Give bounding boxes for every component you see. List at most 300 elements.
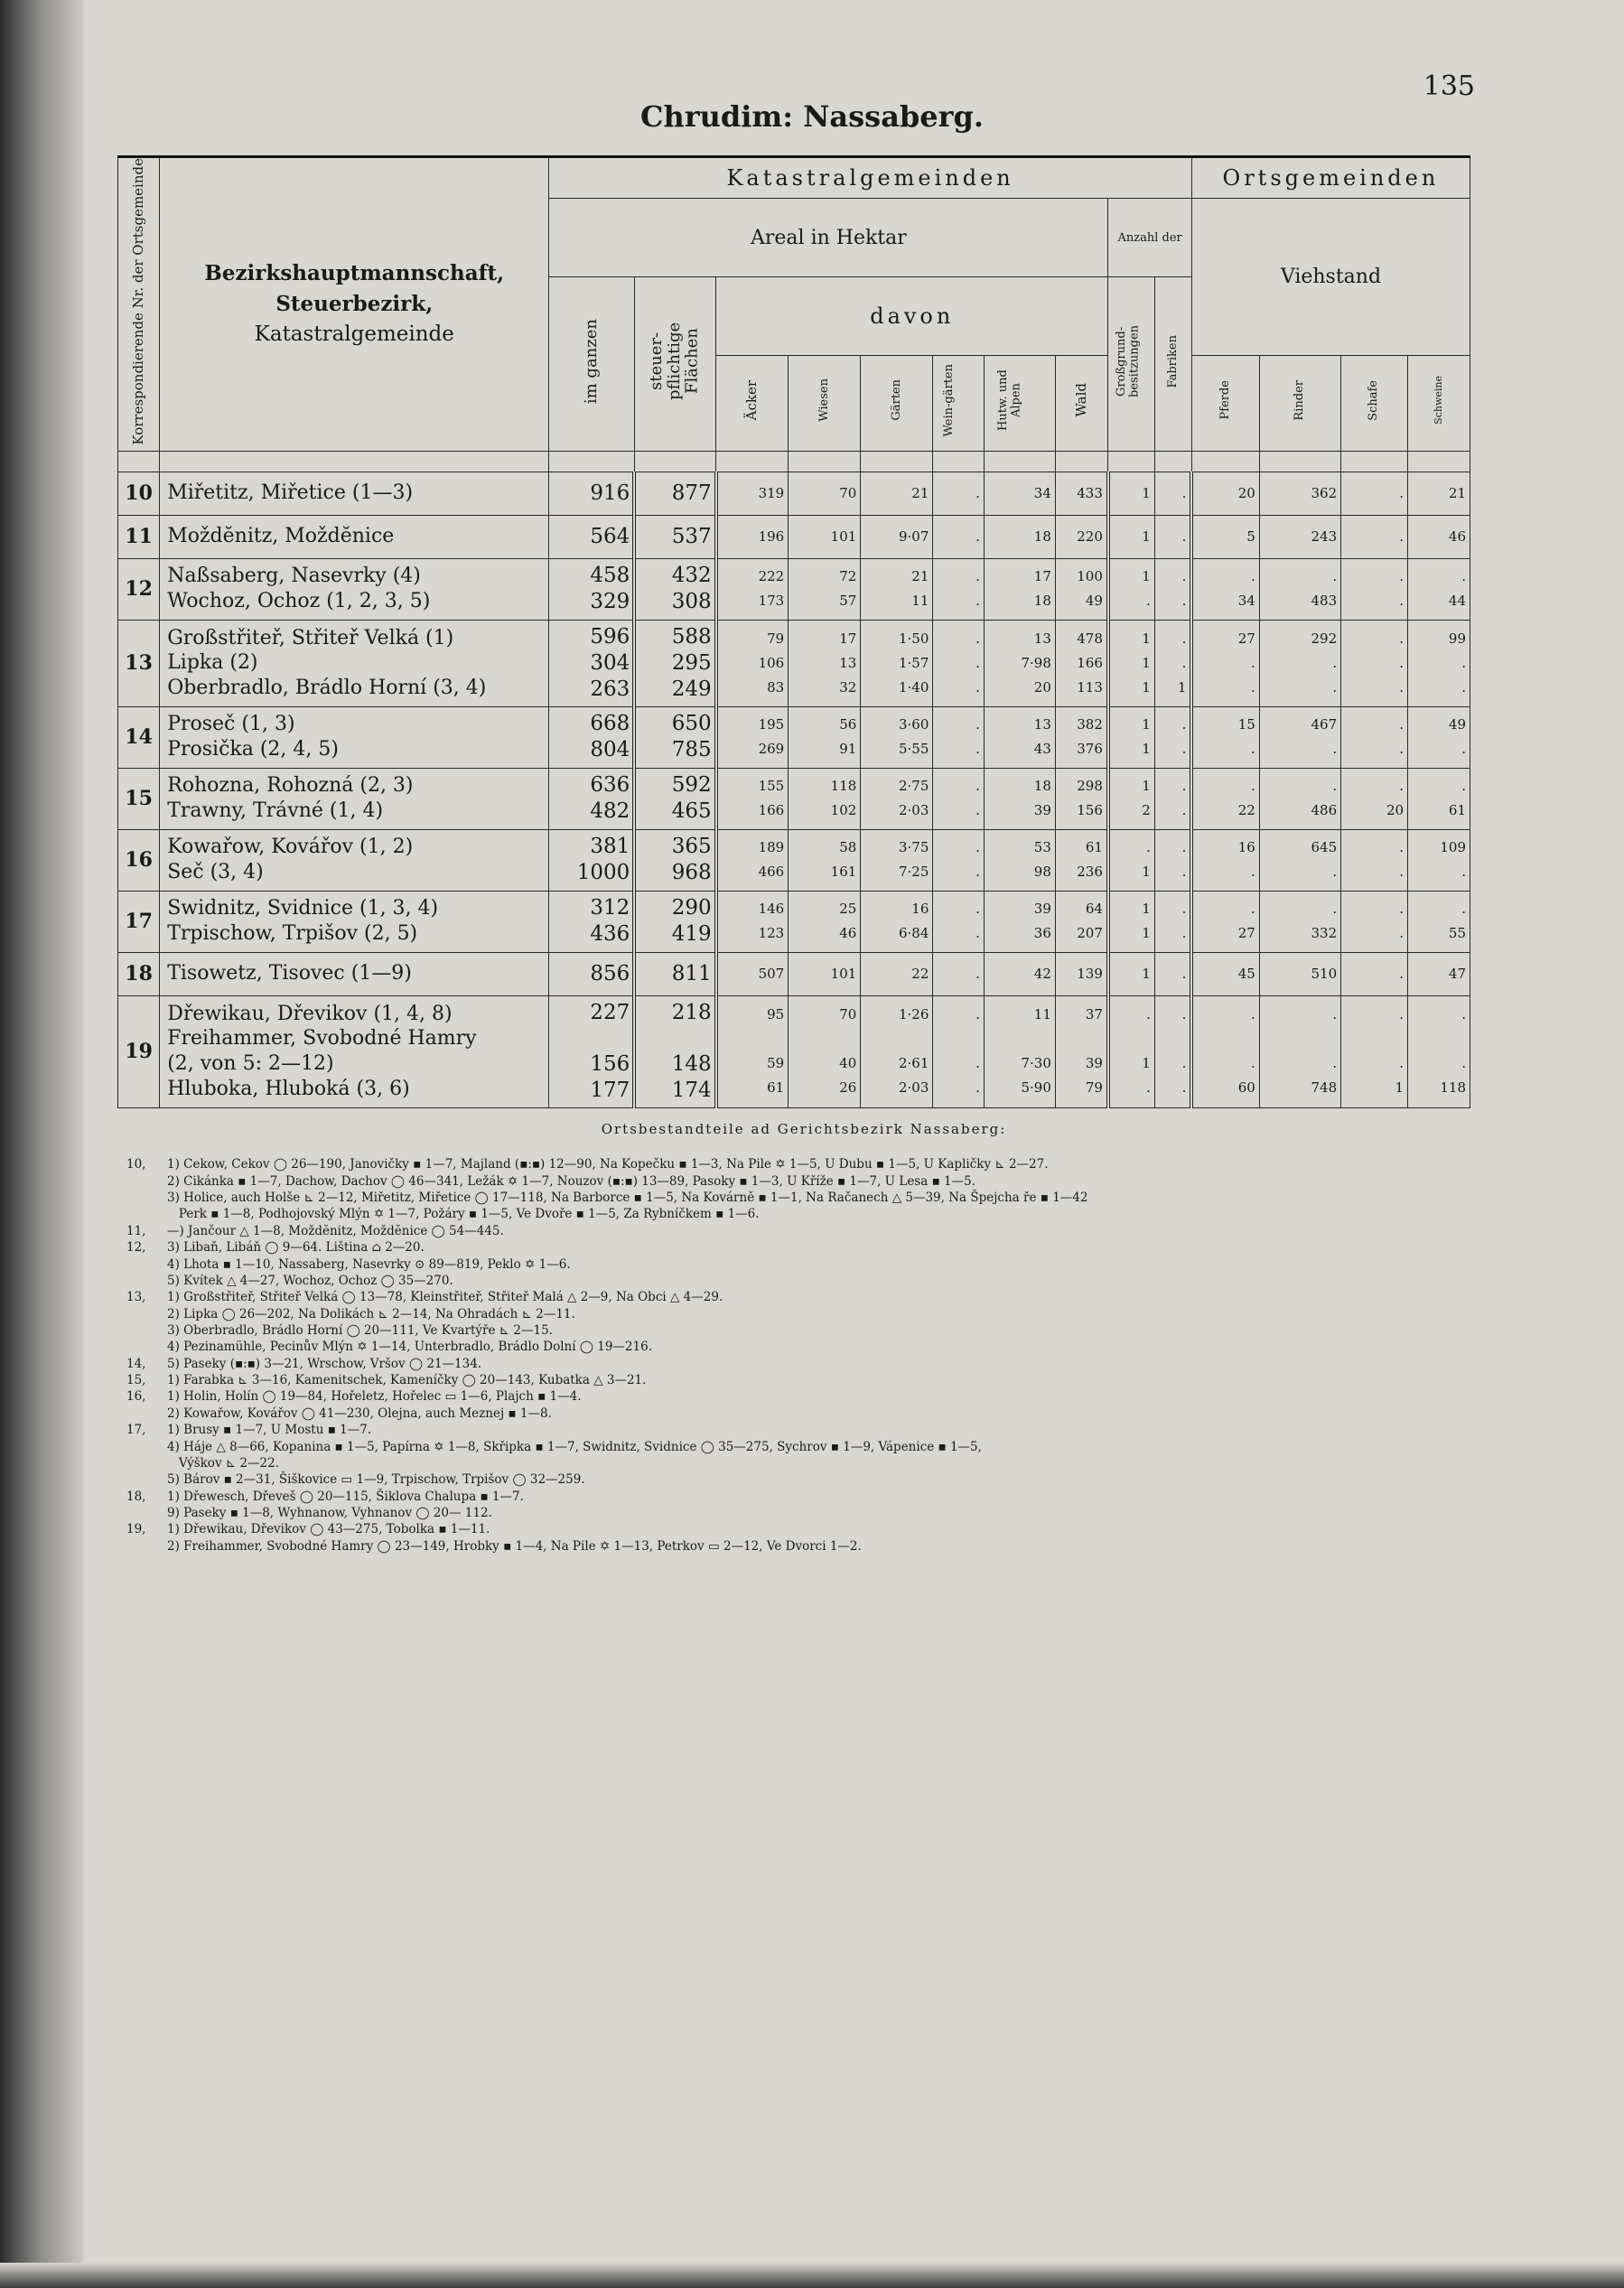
- footnote-key: [126, 1339, 167, 1355]
- cell-value: 156: [1077, 802, 1103, 819]
- cell-schafe: [1341, 995, 1408, 1107]
- cell-value: 101: [830, 528, 857, 545]
- cell-value: .: [1145, 593, 1151, 610]
- cell-value: 1: [1142, 484, 1151, 501]
- cell-value: .: [1181, 965, 1187, 982]
- cell-hutw: [984, 620, 1055, 706]
- footnote-key: [126, 1505, 167, 1521]
- cell-wald: [1055, 952, 1108, 995]
- row-nr: 19: [118, 995, 160, 1107]
- header-weingaerten: Wein-gärten: [933, 355, 984, 451]
- cell-gaerten: [861, 995, 933, 1107]
- cell-rinder: [1259, 891, 1340, 952]
- cell-aecker: [716, 515, 789, 558]
- cell-value: 1: [1142, 568, 1151, 585]
- cell-value: 263: [590, 677, 630, 701]
- row-nr: 11: [118, 515, 160, 558]
- cell-value: 70: [839, 484, 857, 501]
- footnote-text: 4) Háje △ 8—66, Kopanina ▪ 1—5, Papírna ✡ 1—8, Skřipka ▪ 1—7, Swidnitz, Svidnice ◯ 35—275, Sychrov ▪ 1—9, Vápenice ▪ 1—5,: [167, 1439, 982, 1454]
- cell-steuer: [634, 472, 715, 515]
- footnote-line: [126, 1339, 1481, 1355]
- cell-value: 79: [767, 630, 785, 647]
- cell-schweine: [1408, 995, 1470, 1107]
- cell-value: 17: [1033, 568, 1051, 585]
- footnote-text: 1) Farabka ⊾ 3—16, Kamenitschek, Kameníčky ◯ 20—143, Kubatka △ 3—21.: [167, 1373, 647, 1388]
- cell-value: .: [1251, 901, 1255, 918]
- cell-value: 668: [590, 712, 630, 736]
- cell-value: .: [1251, 864, 1255, 881]
- footnote-line: [126, 1439, 1481, 1455]
- cell-hutw: [984, 558, 1055, 620]
- cell-value: .: [1181, 839, 1187, 856]
- municipality-name: Großstřiteř, Střiteř Velká (1): [167, 626, 454, 649]
- cell-value: 592: [671, 773, 712, 798]
- table-row: [118, 952, 1470, 995]
- cell-value: .: [1399, 778, 1405, 795]
- cell-value: .: [1332, 568, 1338, 585]
- footnote-text: Výškov ⊾ 2—22.: [167, 1455, 280, 1471]
- cell-wald: [1055, 829, 1108, 891]
- cell-value: 304: [590, 650, 630, 675]
- municipality-name: Wochoz, Ochoz (1, 2, 3, 5): [167, 590, 431, 613]
- cell-value: 189: [758, 839, 785, 856]
- cell-value: 249: [671, 677, 712, 701]
- cell-value: .: [1181, 1055, 1187, 1072]
- cell-value: .: [1181, 568, 1187, 585]
- cell-hutw: [984, 706, 1055, 768]
- cell-value: 458: [590, 564, 630, 588]
- cell-value: .: [1399, 1006, 1405, 1023]
- cell-fabr: [1154, 995, 1191, 1107]
- footnote-key: 17,: [126, 1423, 146, 1438]
- cell-schweine: [1408, 558, 1470, 620]
- cell-hutw: [984, 891, 1055, 952]
- cell-wein: [933, 472, 984, 515]
- cell-value: .: [1399, 678, 1405, 696]
- cell-value: .: [975, 630, 980, 647]
- cell-value: 290: [671, 896, 712, 920]
- footnote-key: 10,: [126, 1157, 146, 1172]
- cell-value: 329: [590, 590, 630, 614]
- header-wiesen: Wiesen: [789, 355, 861, 451]
- cell-value: .: [1399, 925, 1405, 942]
- municipality-name: Oberbradlo, Brádlo Horní (3, 4): [167, 676, 487, 699]
- cell-value: 91: [839, 741, 857, 758]
- cell-value: 1: [1142, 778, 1151, 795]
- cell-value: .: [1181, 864, 1187, 881]
- footnote-text: 3) Libaň, Libáň ◯ 9—64. Liština ⌂ 2—20.: [167, 1240, 425, 1256]
- cell-wald: [1055, 706, 1108, 768]
- cell-value: 18: [1033, 593, 1051, 610]
- cell-value: .: [1181, 484, 1187, 501]
- footnote-key: [126, 1190, 167, 1206]
- municipality-name: Tisowetz, Tisovec (1—9): [167, 962, 412, 985]
- footnote-line: [126, 1306, 1481, 1322]
- cell-aecker: [716, 558, 789, 620]
- row-nr: 14: [118, 706, 160, 768]
- footnote-line: [126, 1356, 1481, 1372]
- cell-value: 20: [1237, 484, 1255, 501]
- cell-value: .: [1461, 654, 1466, 671]
- cell-value: .: [1332, 1006, 1338, 1023]
- cell-wiesen: [789, 706, 861, 768]
- cell-value: 55: [1448, 925, 1466, 942]
- cell-rinder: [1259, 706, 1340, 768]
- cell-pferde: [1191, 558, 1259, 620]
- cell-pferde: [1191, 829, 1259, 891]
- cell-value: .: [1399, 484, 1405, 501]
- cell-value: 381: [590, 835, 630, 859]
- cell-value: .: [1332, 654, 1338, 671]
- cell-value: 596: [590, 624, 630, 649]
- cell-value: [718, 1027, 785, 1051]
- cell-value: 319: [758, 484, 785, 501]
- cell-value: .: [1332, 778, 1338, 795]
- cell-wiesen: [789, 952, 861, 995]
- cell-value: 70: [839, 1006, 857, 1023]
- footnote-key: [126, 1306, 167, 1322]
- footnote-key: [126, 1538, 167, 1555]
- cell-value: 20: [1386, 802, 1405, 819]
- cell-value: .: [1251, 568, 1255, 585]
- cell-value: 61: [767, 1079, 785, 1097]
- cell-value: 436: [590, 922, 630, 947]
- cell-value: 72: [839, 568, 857, 585]
- cell-value: 37: [1085, 1006, 1103, 1023]
- cell-value: 1·50: [898, 630, 929, 647]
- municipality-name: Kowařow, Kovářov (1, 2): [167, 836, 414, 859]
- cell-value: 195: [758, 716, 785, 733]
- footnote-line: [126, 1455, 1481, 1471]
- cell-value: 365: [671, 835, 712, 859]
- cell-value: 21: [1448, 484, 1466, 501]
- cell-ganzen: [549, 558, 634, 620]
- table-row: [118, 472, 1470, 515]
- header-aecker: Äcker: [716, 355, 789, 451]
- cell-value: [1341, 1027, 1404, 1051]
- cell-value: 877: [671, 481, 712, 505]
- cell-value: 11: [1033, 1006, 1051, 1023]
- cell-value: .: [975, 484, 980, 501]
- municipality-name: Dřewikau, Dřevikov (1, 4, 8): [167, 1002, 453, 1025]
- cell-wald: [1055, 891, 1108, 952]
- cell-pferde: [1191, 620, 1259, 706]
- cell-rinder: [1259, 558, 1340, 620]
- header-grossgrund: Großgrund-besitzungen: [1108, 277, 1154, 451]
- cell-value: [636, 1026, 711, 1051]
- footnote-key: 16,: [126, 1389, 146, 1405]
- footnote-line: [126, 1405, 1481, 1422]
- cell-wald: [1055, 472, 1108, 515]
- cell-value: .: [1399, 568, 1405, 585]
- footnote-key: [126, 1471, 167, 1488]
- cell-ganzen: [549, 952, 634, 995]
- cell-wein: [933, 891, 984, 952]
- cell-value: .: [1332, 741, 1338, 758]
- cell-value: [1193, 1027, 1255, 1051]
- cell-schafe: [1341, 768, 1408, 829]
- cell-value: 49: [1448, 716, 1466, 733]
- cell-value: 9·07: [898, 528, 929, 545]
- footnote-line: [126, 1538, 1481, 1555]
- footnote-line: [126, 1190, 1481, 1206]
- cell-value: [549, 1026, 630, 1051]
- cell-value: 2·61: [898, 1055, 929, 1072]
- cell-value: 59: [767, 1055, 785, 1072]
- cell-schafe: [1341, 891, 1408, 952]
- cell-wein: [933, 768, 984, 829]
- municipality-name: Trpischow, Trpišov (2, 5): [167, 922, 418, 946]
- header-rinder: Rinder: [1259, 355, 1340, 451]
- cell-value: 100: [1077, 568, 1103, 585]
- cell-value: 118: [1440, 1079, 1466, 1097]
- cell-value: 466: [758, 864, 785, 881]
- footnote-text: 1) Brusy ▪ 1—7, U Mostu ▪ 1—7.: [167, 1423, 372, 1438]
- cell-value: .: [1332, 901, 1338, 918]
- footnote-key: [126, 1439, 167, 1455]
- cell-value: 2: [1142, 802, 1151, 819]
- cell-value: 222: [758, 568, 785, 585]
- row-municipality-names: [160, 620, 549, 706]
- cell-steuer: [634, 891, 715, 952]
- municipality-name: Proseč (1, 3): [167, 713, 295, 736]
- scan-bottom-shadow: [0, 2263, 1624, 2288]
- cell-steuer: [634, 829, 715, 891]
- cell-value: 64: [1085, 901, 1103, 918]
- cell-value: 61: [1448, 802, 1466, 819]
- cell-value: [985, 1027, 1051, 1051]
- cell-fabr: [1154, 620, 1191, 706]
- table-row: [118, 891, 1470, 952]
- municipality-name: Prosička (2, 4, 5): [167, 738, 339, 761]
- cell-value: 243: [1311, 528, 1338, 545]
- cell-wein: [933, 515, 984, 558]
- cell-ganzen: [549, 472, 634, 515]
- cell-value: 1·57: [898, 654, 929, 671]
- cell-value: .: [975, 778, 980, 795]
- cell-value: 11: [911, 593, 929, 610]
- cell-value: 1·40: [898, 678, 929, 696]
- cell-value: 17: [839, 630, 857, 647]
- footnote-key: 12,: [126, 1240, 146, 1256]
- cell-value: 968: [671, 861, 712, 885]
- footnote-key: [126, 1455, 167, 1471]
- cell-steuer: [634, 995, 715, 1107]
- cell-value: 1: [1395, 1079, 1405, 1097]
- statistics-table: [117, 155, 1470, 1108]
- cell-wiesen: [789, 829, 861, 891]
- cell-value: 166: [1077, 654, 1103, 671]
- cell-value: .: [1181, 925, 1187, 942]
- footnote-text: 9) Paseky ▪ 1—8, Wyhnanow, Vyhnanov ◯ 20— 112.: [167, 1505, 492, 1520]
- cell-rinder: [1259, 829, 1340, 891]
- row-municipality-names: [160, 706, 549, 768]
- cell-value: 636: [590, 773, 630, 798]
- cell-wiesen: [789, 620, 861, 706]
- cell-value: 482: [590, 799, 630, 824]
- cell-value: 5·90: [1021, 1079, 1051, 1097]
- cell-schweine: [1408, 952, 1470, 995]
- header-davon: davon: [716, 277, 1108, 355]
- footnote-line: [126, 1471, 1481, 1488]
- cell-value: 118: [830, 778, 857, 795]
- cell-value: 785: [671, 738, 712, 762]
- cell-rinder: [1259, 472, 1340, 515]
- footnote-key: [126, 1405, 167, 1422]
- cell-value: 46: [1448, 528, 1466, 545]
- cell-value: 227: [590, 1000, 630, 1024]
- cell-steuer: [634, 620, 715, 706]
- footnote-text: 3) Oberbradlo, Brádlo Horní ◯ 20—111, Ve Kvartýře ⊾ 2—15.: [167, 1322, 553, 1338]
- cell-value: .: [1461, 864, 1466, 881]
- cell-value: .: [1181, 528, 1187, 545]
- cell-value: 25: [839, 901, 857, 918]
- cell-wiesen: [789, 768, 861, 829]
- cell-value: 60: [1237, 1079, 1255, 1097]
- cell-value: .: [1399, 716, 1405, 733]
- cell-value: .: [1461, 778, 1466, 795]
- cell-value: 34: [1237, 593, 1255, 610]
- cell-value: .: [1251, 678, 1255, 696]
- cell-value: .: [1251, 778, 1255, 795]
- cell-value: 207: [1077, 925, 1103, 942]
- cell-wein: [933, 706, 984, 768]
- cell-fabr: [1154, 515, 1191, 558]
- cell-value: 18: [1033, 778, 1051, 795]
- cell-value: .: [1181, 901, 1187, 918]
- cell-value: .: [1399, 839, 1405, 856]
- cell-value: 32: [839, 678, 857, 696]
- cell-schweine: [1408, 706, 1470, 768]
- header-wald: Wald: [1055, 355, 1108, 451]
- cell-wald: [1055, 620, 1108, 706]
- cell-value: 269: [758, 741, 785, 758]
- cell-gross: [1108, 952, 1154, 995]
- row-municipality-names: [160, 829, 549, 891]
- footnote-text: 2) Kowařow, Kovářov ◯ 41—230, Olejna, auch Meznej ▪ 1—8.: [167, 1405, 552, 1421]
- cell-value: 236: [1077, 864, 1103, 881]
- cell-gaerten: [861, 472, 933, 515]
- cell-value: 161: [830, 864, 857, 881]
- cell-value: 1: [1142, 654, 1151, 671]
- cell-value: 196: [758, 528, 785, 545]
- cell-value: 2·75: [898, 778, 929, 795]
- cell-value: .: [1251, 1006, 1255, 1023]
- cell-value: [1155, 1027, 1187, 1051]
- cell-value: 146: [758, 901, 785, 918]
- cell-gross: [1108, 891, 1154, 952]
- cell-value: 362: [1311, 484, 1338, 501]
- footnote-line: [126, 1388, 1481, 1405]
- cell-value: 7·98: [1021, 654, 1051, 671]
- row-nr: 15: [118, 768, 160, 829]
- cell-value: .: [1332, 864, 1338, 881]
- cell-ganzen: [549, 768, 634, 829]
- cell-value: 486: [1311, 802, 1338, 819]
- cell-value: 220: [1077, 528, 1103, 545]
- cell-value: 1: [1177, 678, 1187, 696]
- footnote-text: 4) Pezinamühle, Pecinův Mlýn ✡ 1—14, Unterbradlo, Brádlo Dolní ◯ 19—216.: [167, 1340, 652, 1355]
- municipality-name: Lipka (2): [167, 651, 258, 675]
- municipality-name: Moždĕnitz, Moždĕnice: [167, 525, 395, 548]
- cell-value: .: [1181, 716, 1187, 733]
- cell-gaerten: [861, 952, 933, 995]
- cell-aecker: [716, 995, 789, 1107]
- cell-aecker: [716, 891, 789, 952]
- cell-value: 1: [1142, 528, 1151, 545]
- cell-value: 13: [839, 654, 857, 671]
- table-row: [118, 620, 1470, 706]
- cell-value: 26: [839, 1079, 857, 1097]
- cell-fabr: [1154, 891, 1191, 952]
- cell-value: 1: [1142, 741, 1151, 758]
- footnote-line: [126, 1372, 1481, 1388]
- cell-value: 16: [911, 901, 929, 918]
- footnote-key: 11,: [126, 1223, 146, 1238]
- cell-fabr: [1154, 706, 1191, 768]
- cell-value: 155: [758, 778, 785, 795]
- row-nr: 17: [118, 891, 160, 952]
- cell-wiesen: [789, 515, 861, 558]
- municipality-name: Swidnitz, Svidnice (1, 3, 4): [167, 897, 439, 920]
- cell-value: 39: [1033, 901, 1051, 918]
- header-nr: Korrespondierende Nr. der Ortsgemeinde: [118, 157, 160, 452]
- cell-value: 174: [671, 1078, 712, 1102]
- cell-hutw: [984, 952, 1055, 995]
- cell-value: 308: [671, 590, 712, 614]
- row-municipality-names: [160, 891, 549, 952]
- cell-wald: [1055, 558, 1108, 620]
- footnote-text: 5) Kvítek △ 4—27, Wochoz, Ochoz ◯ 35—270.: [167, 1273, 453, 1288]
- cell-value: .: [1181, 778, 1187, 795]
- footnote-line: [126, 1239, 1481, 1256]
- cell-value: 650: [671, 712, 712, 736]
- cell-ganzen: [549, 891, 634, 952]
- cell-value: [1408, 1027, 1466, 1051]
- cell-value: .: [1461, 1006, 1466, 1023]
- cell-value: 465: [671, 799, 712, 824]
- cell-value: .: [975, 678, 980, 696]
- footnote-text: 5) Paseky (▪:▪) 3—21, Wrschow, Vršov ◯ 21—134.: [167, 1356, 482, 1371]
- cell-wald: [1055, 768, 1108, 829]
- footnote-key: [126, 1273, 167, 1289]
- cell-schafe: [1341, 515, 1408, 558]
- cell-value: 22: [911, 965, 929, 982]
- cell-value: 419: [671, 922, 712, 947]
- cell-value: 139: [1077, 965, 1103, 982]
- cell-value: .: [975, 1006, 980, 1023]
- footnote-line: [126, 1156, 1481, 1172]
- cell-value: 102: [830, 802, 857, 819]
- cell-steuer: [634, 706, 715, 768]
- cell-value: 1: [1142, 716, 1151, 733]
- cell-value: 6·84: [898, 925, 929, 942]
- cell-fabr: [1154, 558, 1191, 620]
- municipality-name: (2, von 5: 2—12): [167, 1052, 334, 1076]
- footnotes: [126, 1120, 1481, 1555]
- cell-hutw: [984, 829, 1055, 891]
- cell-schafe: [1341, 558, 1408, 620]
- cell-wein: [933, 558, 984, 620]
- cell-value: .: [1461, 1055, 1466, 1072]
- cell-pferde: [1191, 891, 1259, 952]
- cell-value: .: [975, 802, 980, 819]
- cell-value: 218: [671, 1000, 712, 1024]
- cell-steuer: [634, 768, 715, 829]
- cell-gaerten: [861, 706, 933, 768]
- cell-value: 22: [1237, 802, 1255, 819]
- cell-rinder: [1259, 620, 1340, 706]
